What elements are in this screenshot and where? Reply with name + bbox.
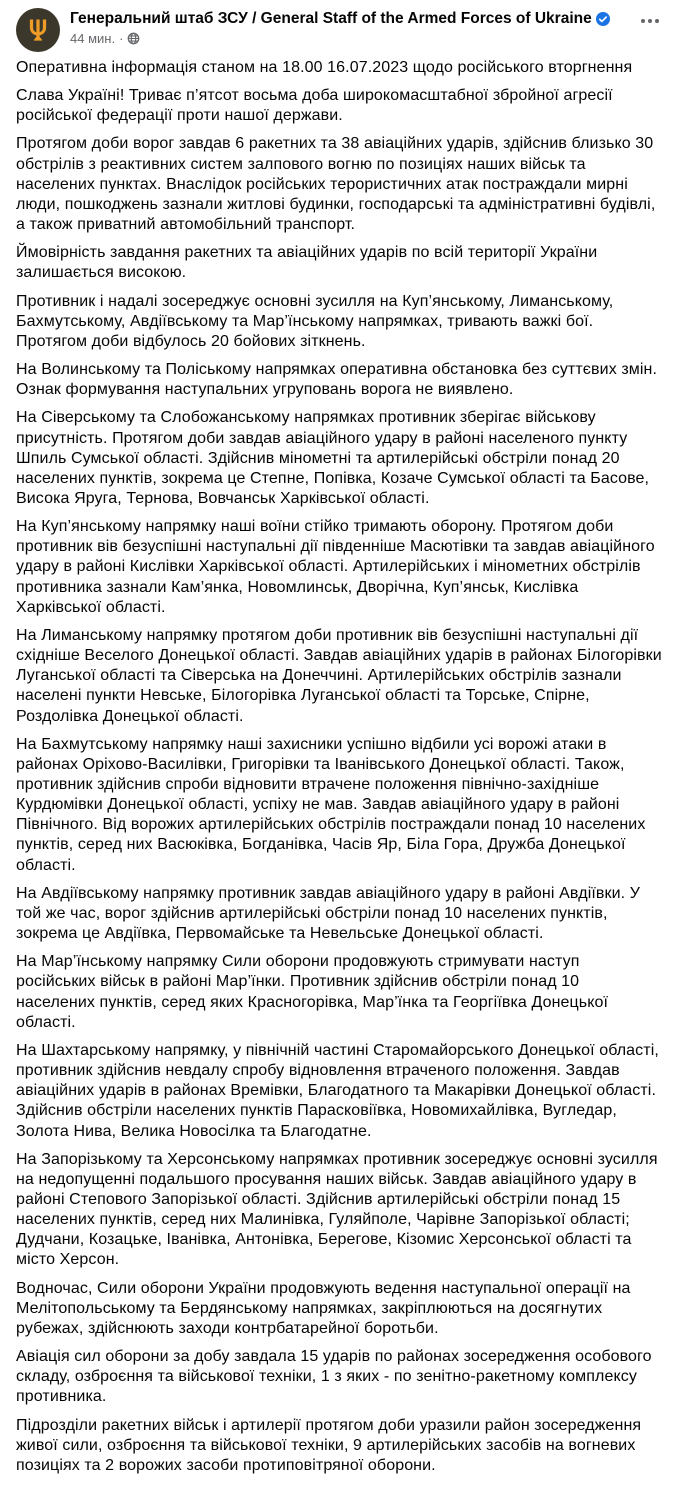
post-paragraph: Протягом доби ворог завдав 6 ракетних та 38 авіаційних ударів, здійснив близько 30 обстрілів з реактивних систем залпового вогню по позиціях наших військ та населених пунктах. Внаслідок російських терористичних атак постраждали мирні люди, пошкоджень зазнали житлові будинки, господарські та адміністративні будівлі, а також приватний автомобільний транспорт.: [16, 135, 656, 234]
post-text: [0, 54, 678, 1488]
post-paragraph: Авіація сил оборони за добу завдала 15 ударів по районах зосередження особового складу, озброєння та військової техніки, 1 з яких - по зенітно-ракетному комплексу противника.: [16, 1348, 652, 1406]
post-paragraph: На Лиманському напрямку протягом доби противник вів безуспішні наступальні дії східніше Веселого Донецької області. Завдав авіаційних ударів в районах Білогорівки Луганської області та Сіверська на Донеччині. Артилерійських обстрілів зазнали населені пункти Невське, Білогорівка Луганської області та Торське, Спірне, Роздолівка Донецької області.: [16, 626, 662, 725]
post-paragraph: На Шахтарському напрямку, у північній частині Старомайорського Донецької області, противник здійснив невдалу спробу відновлення втраченого положення. Завдав авіаційних ударів в районах Времівки, Благодатного та Макарівки Донецької області. Здійснив обстріли населених пунктів Парасковіївка, Новомихайлівка, Вугледар, Золота Нива, Велика Новосілка та Благодатне.: [16, 1041, 659, 1140]
trident-icon: [25, 15, 51, 45]
meta-separator: ·: [119, 31, 124, 46]
post-header-text: [70, 8, 630, 46]
post-header: [0, 0, 678, 54]
post-paragraph: Підрозділи ракетних військ і артилерії протягом доби уразили район зосередження живої сили, озброєння та військової техніки, 9 артилерійських засобів на вогневих позиціях та 2 ворожих засоби протиповітряної оборони.: [16, 1416, 642, 1474]
post-paragraph: Слава Україні! Триває п’ятсот восьма доба широкомасштабної збройної агресії російської федерації проти нашої держави.: [16, 87, 613, 125]
post-meta: [70, 31, 630, 46]
ellipsis-icon: [640, 18, 660, 24]
timestamp[interactable]: 44 мин.: [70, 31, 116, 46]
post-paragraph: На Волинському та Поліському напрямках оперативна обстановка без суттєвих змін. Ознак формування наступальних угруповань ворога не виявлено.: [16, 361, 658, 399]
more-options-button[interactable]: [630, 12, 662, 30]
verified-badge-icon: [596, 12, 610, 26]
post-paragraph: На Бахмутському напрямку наші захисники успішно відбили усі ворожі атаки в районах Оріхово-Василівки, Григорівки та Іванівського Донецької області. Також, противник здійснив спроби відновити втрачене положення північно-західніше Курдюмівки Донецької області, успіху не мав. Завдав авіаційного удару в районі Північного. Від ворожих артилерійських обстрілів постраждали понад 10 населених пунктів, серед них Васюківка, Богданівка, Часів Яр, Біла Гора, Дружба Донецької області.: [16, 735, 646, 874]
post-paragraph: На Авдіївському напрямку противник завдав авіаційного удару в районі Авдіївки. У той же час, ворог здійснив артилерійські обстріли понад 10 населених пунктів, зокрема це Авдіївка, Первомайське та Невельське Донецької області.: [16, 884, 640, 943]
post-paragraph: Оперативна інформація станом на 18.00 16.07.2023 щодо російського вторгнення: [16, 59, 633, 76]
post-paragraph: На Сіверському та Слобожанському напрямках противник зберігає військову присутність. Протягом доби завдав авіаційного удару в районі населеного пункту Шпиль Сумської області. Здійснив мінометні та артилерійські обстріли понад 20 населених пунктів, зокрема це Степне, Попівка, Козаче Сумської області та Басове, Висока Яруга, Тернова, Вовчанськ Харківської області.: [16, 409, 650, 507]
post-paragraph: Ймовірність завдання ракетних та авіаційних ударів по всій території України залишається високою.: [16, 244, 598, 282]
page-name[interactable]: Генеральний штаб ЗСУ / General Staff of the Armed Forces of Ukraine: [70, 10, 592, 27]
post-paragraph: Противник і надалі зосереджує основні зусилля на Куп’янському, Лиманському, Бахмутському, Авдіївському та Мар’їнському напрямках, тривають важкі бої. Протягом доби відбулось 20 бойових зіткнень.: [16, 292, 614, 350]
post-paragraph: На Запорізькому та Херсонському напрямках противник зосереджує основні зусилля на недопущенні подальшого просування наших військ. Завдав авіаційного удару в районі Степового Запорізької області. Здійснив артилерійські обстріли понад 15 населених пунктів, серед них Малинівка, Гуляйполе, Чарівне Запорізької області; Дудчани, Козацьке, Іванівка, Антонівка, Берегове, Кізомис Херсонської області та місто Херсон.: [16, 1150, 658, 1269]
post-paragraph: Водночас, Сили оборони України продовжують ведення наступальної операції на Мелітопольському та Бердянському напрямках, закріплюються на досягнутих рубежах, здійснюють заходи контрбатарейної боротьби.: [16, 1279, 631, 1337]
page-avatar[interactable]: [16, 8, 60, 52]
post-paragraph: На Куп’янському напрямку наші воїни стійко тримають оборону. Протягом доби противник вів безуспішні наступальні дії південніше Масютівки та завдав авіаційного удару в районі Кислівки Харківської області. Артилерійських і мінометних обстрілів противника зазнали Кам’янка, Новомлинськ, Дворічна, Куп’янськ, Кислівка Харківської області.: [16, 518, 655, 616]
post-paragraph: На Мар’їнському напрямку Сили оборони продовжують стримувати наступ російських військ в районі Мар’їнки. Противник здійснив обстріли понад 10 населених пунктів, серед яких Красногорівка, Мар’їнка та Георгіївка Донецької області.: [16, 953, 609, 1031]
globe-icon: [127, 32, 140, 45]
